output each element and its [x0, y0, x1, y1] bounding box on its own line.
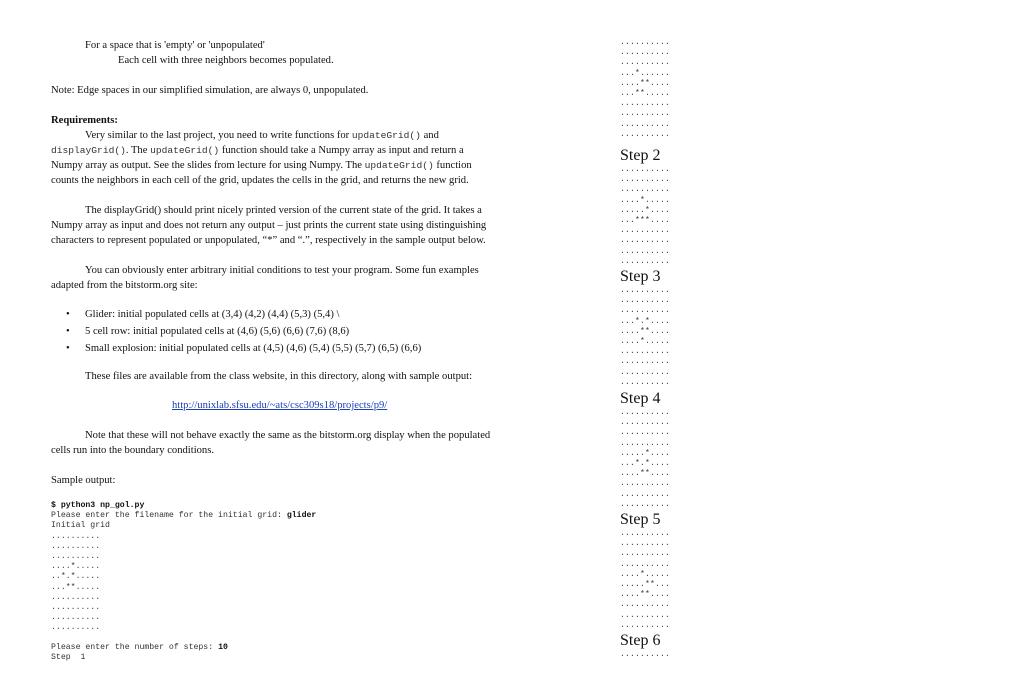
- code-updategrid-2: updateGrid(): [150, 145, 220, 156]
- grid-row: ...**.....: [51, 582, 101, 592]
- grid-row: ..........: [620, 620, 671, 630]
- sample-output-label: Sample output:: [51, 475, 116, 486]
- initial-conditions-paragraph: [51, 263, 521, 293]
- grid-row: ..........: [620, 236, 671, 246]
- grid-row: ..........: [51, 541, 101, 551]
- behave-line1: Note that these will not behave exactly the same as the bitstorm.org display when the populated: [85, 430, 491, 441]
- grid-row: ..........: [620, 499, 671, 509]
- behave-line2: cells run into the boundary conditions.: [51, 445, 214, 456]
- grid-row: ..........: [620, 286, 671, 295]
- disp-line3: characters to represent populated or unpopulated, “*” and “.”, respectively in the sample output below.: [51, 235, 486, 246]
- req-line3: Numpy array as output. See the slides from lecture for using Numpy. The: [51, 160, 365, 171]
- step-6-block: [620, 632, 670, 660]
- steps-prompt-text: Please enter the number of steps:: [51, 643, 219, 652]
- grid-row: ..........: [620, 48, 671, 58]
- step-2-block: [620, 147, 670, 267]
- code-updategrid: updateGrid(): [351, 130, 421, 141]
- examples-list: [51, 307, 521, 356]
- list-item: • Small explosion: initial populated cells at (4,5) (4,6) (5,4) (5,5) (5,7) (6,5) (6,6): [51, 341, 521, 356]
- grid-row: ..........: [620, 549, 671, 559]
- requirements-paragraph: [51, 128, 521, 188]
- req-text-e: function: [433, 160, 472, 171]
- files-available-line: These files are available from the class website, in this directory, along with sample output:: [85, 371, 473, 382]
- grid-row: ..........: [620, 418, 671, 428]
- grid-row: ..........: [620, 129, 671, 139]
- step-4-block: [620, 390, 670, 510]
- grid-row: .....**...: [620, 580, 671, 590]
- initial-grid-label: Initial grid: [51, 521, 110, 531]
- grid-row: ..........: [51, 552, 101, 562]
- step-4-label: Step 4: [620, 390, 661, 407]
- step-6-label: Step 6: [620, 632, 661, 649]
- grid-row: ..........: [51, 603, 101, 613]
- command-line: $ python3 np_gol.py: [51, 501, 145, 510]
- grid-row: ..........: [620, 306, 671, 316]
- grid-row: ..........: [620, 165, 671, 174]
- steps-prompt: [51, 643, 228, 653]
- grid-row: ..........: [620, 246, 671, 256]
- project-url-link[interactable]: http://unixlab.sfsu.edu/~ats/csc309s18/projects/p9/: [172, 400, 388, 411]
- grid-row: ..........: [51, 592, 101, 602]
- grid-row: ..........: [620, 58, 671, 68]
- line-three-neighbors: Each cell with three neighbors becomes populated.: [118, 55, 334, 66]
- grid-row: ..........: [620, 175, 671, 185]
- grid-top: [620, 38, 670, 140]
- initial-grid: [51, 532, 316, 634]
- grid-row: ..........: [620, 296, 671, 306]
- grid-row: ..........: [620, 256, 671, 266]
- step-2-label: Step 2: [620, 147, 661, 164]
- grid-row: ..........: [51, 531, 101, 541]
- filename-prompt-text: Please enter the filename for the initial grid:: [51, 511, 287, 521]
- step-3-label: Step 3: [620, 268, 661, 285]
- filename-prompt: [51, 511, 316, 521]
- step-5-label: Step 5: [620, 511, 661, 528]
- note-edge-spaces: Note: Edge spaces in our simplified simulation, are always 0, unpopulated.: [51, 85, 369, 96]
- grid-row: ..........: [620, 650, 671, 659]
- req-text-b: and: [420, 130, 439, 141]
- filename-prompt-value: glider: [286, 511, 317, 521]
- grid-row: ....**....: [620, 78, 671, 88]
- behave-paragraph: [51, 428, 521, 458]
- grid-row: ...*......: [620, 68, 671, 78]
- list-item: • 5 cell row: initial populated cells at (4,6) (5,6) (6,6) (7,6) (8,6): [51, 324, 521, 339]
- grid-row: ..........: [51, 623, 101, 633]
- grid-row: ...*.*....: [620, 459, 671, 469]
- grid-row: ..........: [620, 99, 671, 109]
- grid-row: ..........: [620, 347, 671, 357]
- right-column: [620, 38, 670, 140]
- grid-row: ..........: [620, 559, 671, 569]
- req-text-a: Very similar to the last project, you need to write functions for: [85, 130, 352, 141]
- req-line4: counts the neighbors in each cell of the grid, updates the cells in the grid, and returns the new grid.: [51, 175, 469, 186]
- step-1-label: Step 1: [51, 653, 86, 663]
- line-empty-space: For a space that is 'empty' or 'unpopulated': [85, 40, 265, 51]
- grid-row: ....**....: [620, 469, 671, 479]
- grid-row: ....**....: [620, 590, 671, 600]
- grid-row: ..........: [620, 479, 671, 489]
- steps-prompt-block: [51, 643, 228, 663]
- grid-row: ..........: [620, 600, 671, 610]
- requirements-heading: Requirements:: [51, 115, 118, 126]
- list-item: • Glider: initial populated cells at (3,4) (4,2) (4,4) (5,3) (5,4) \: [51, 307, 521, 322]
- disp-line1: The displayGrid() should print nicely printed version of the current state of the grid. It takes a: [85, 205, 482, 216]
- code-updategrid-3: updateGrid(): [364, 160, 434, 171]
- grid-row: ...**.....: [620, 89, 671, 99]
- grid-row: ....*.....: [620, 195, 671, 205]
- grid-row: ...***....: [620, 216, 671, 226]
- grid-row: ..........: [620, 428, 671, 438]
- grid-row: ..........: [620, 38, 671, 47]
- grid-row: ..*.*.....: [51, 572, 101, 582]
- steps-prompt-value: 10: [218, 643, 228, 652]
- grid-row: ..........: [620, 610, 671, 620]
- grid-row: ..........: [620, 109, 671, 119]
- grid-row: ..........: [620, 438, 671, 448]
- grid-row: ..........: [620, 377, 671, 387]
- grid-row: ...*.*....: [620, 316, 671, 326]
- init-line1: You can obviously enter arbitrary initial conditions to test your program. Some fun examples: [85, 265, 479, 276]
- grid-row: ..........: [620, 367, 671, 377]
- display-paragraph: [51, 203, 521, 248]
- disp-line2: Numpy array as input and does not return any output – just prints the current state using distinguishing: [51, 220, 487, 231]
- grid-row: ..........: [620, 539, 671, 549]
- grid-row: .....*....: [620, 205, 671, 215]
- step-3-block: [620, 268, 670, 388]
- code-displaygrid: displayGrid(): [51, 145, 126, 156]
- grid-row: ....*.....: [620, 337, 671, 347]
- init-line2: adapted from the bitstorm.org site:: [51, 280, 198, 291]
- step-5-block: [620, 511, 670, 631]
- grid-row: ..........: [620, 226, 671, 236]
- grid-row: ..........: [620, 489, 671, 499]
- grid-row: ..........: [620, 408, 671, 417]
- req-text-d: function should take a Numpy array as input and return a: [219, 145, 464, 156]
- sample-output-block: [51, 501, 316, 634]
- grid-row: ..........: [620, 119, 671, 129]
- grid-row: .....*....: [620, 448, 671, 458]
- grid-row: ..........: [51, 613, 101, 623]
- grid-row: ....**....: [620, 326, 671, 336]
- req-text-c: . The: [125, 145, 151, 156]
- grid-row: ....*.....: [51, 562, 101, 572]
- grid-row: ....*.....: [620, 569, 671, 579]
- grid-row: ..........: [620, 529, 671, 538]
- grid-row: ..........: [620, 185, 671, 195]
- grid-row: ..........: [620, 357, 671, 367]
